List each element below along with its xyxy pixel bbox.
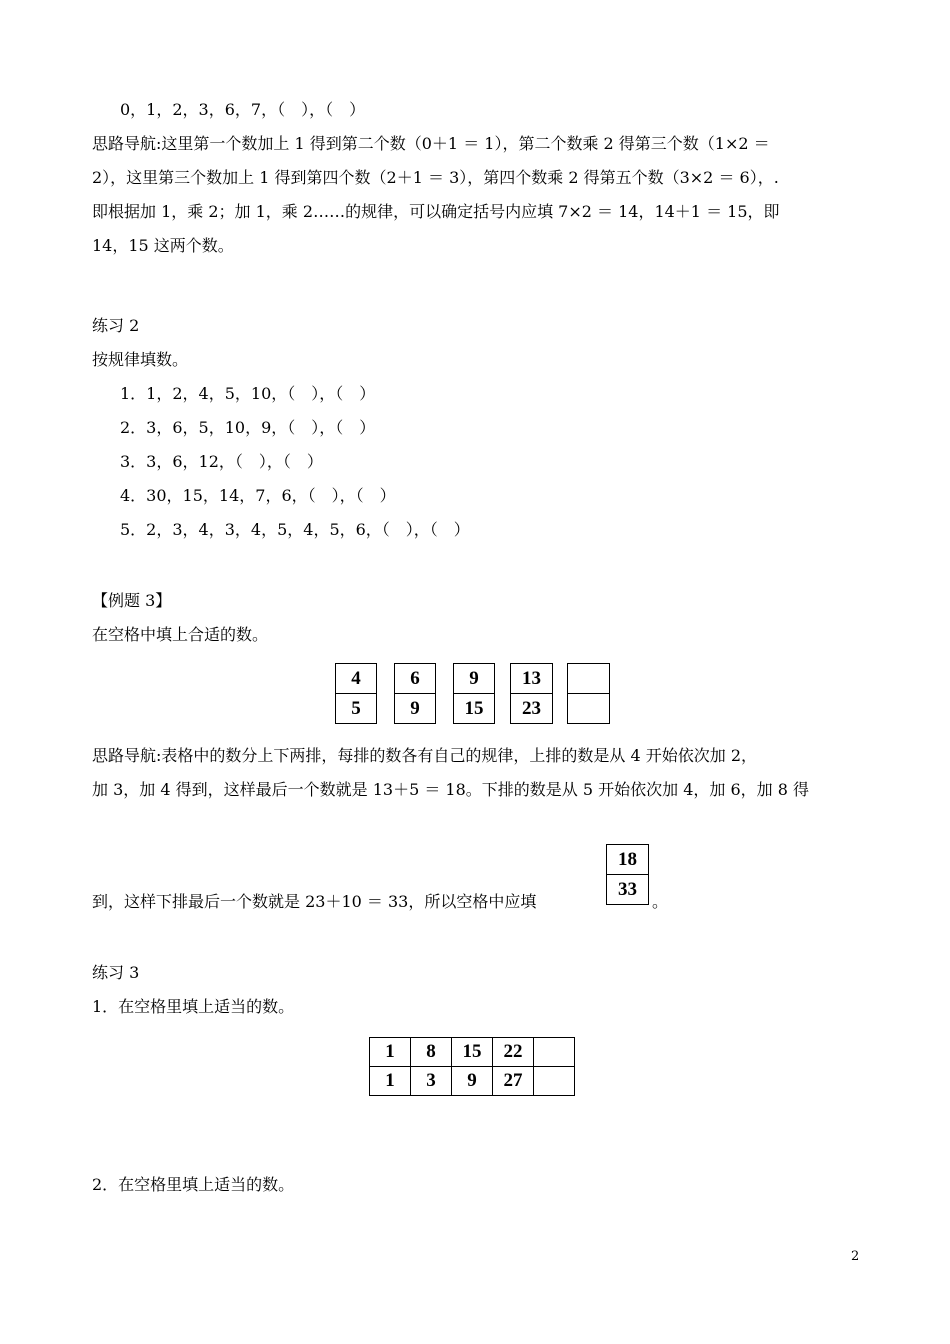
grid-cell: 1 [370, 1067, 411, 1096]
explanation-line: 思路导航:这里第一个数加上 1 得到第二个数（0＋1 ＝ 1），第二个数乘 2 得第三个数（1×2 ＝ [92, 134, 770, 153]
box-bottom: 5 [351, 697, 361, 719]
grid-cell: 15 [452, 1038, 493, 1067]
explanation-line: 加 3，加 4 得到，这样最后一个数就是 13＋5 ＝ 18。下排的数是从 5 开始依次加 4，加 6，加 8 得 [92, 780, 810, 799]
explanation-line: 即根据加 1，乘 2；加 1，乘 2……的规律，可以确定括号内应填 7×2 ＝ 14，14＋1 ＝ 15，即 [92, 202, 780, 221]
box-bottom: 15 [464, 697, 484, 719]
box-top: 9 [454, 664, 494, 694]
box-bottom: 9 [410, 697, 420, 719]
practice2-item: 3．3，6，12，（ ），（ ） [120, 452, 323, 471]
grid-cell: 1 [370, 1038, 411, 1067]
explanation-line: 思路导航:表格中的数分上下两排，每排的数各有自己的规律，上排的数是从 4 开始依次加 2， [92, 746, 758, 765]
box-bottom [568, 694, 609, 723]
box-top: 6 [395, 664, 435, 694]
practice2-item: 4．30，15，14，7，6，（ ），（ ） [120, 486, 396, 505]
grid-cell: 27 [493, 1067, 534, 1096]
practice2-title: 练习 2 [92, 316, 140, 335]
box-top: 18 [607, 845, 648, 875]
example3-instruction: 在空格中填上合适的数。 [92, 625, 269, 644]
grid-cell: 8 [411, 1038, 452, 1067]
explanation-line: 2），这里第三个数加上 1 得到第四个数（2＋1 ＝ 3），第四个数乘 2 得第五个数（3×2 ＝ 6），. [92, 168, 779, 187]
box-bottom: 23 [522, 697, 541, 719]
grid-row-bottom [370, 1067, 575, 1096]
practice2-instruction: 按规律填数。 [92, 350, 189, 369]
practice2-item: 5．2，3，4，3，4，5，4，5，6，（ ），（ ） [120, 520, 470, 539]
number-box [394, 663, 436, 724]
number-box [510, 663, 553, 724]
example3-conclusion: 到，这样下排最后一个数就是 23＋10 ＝ 33，所以空格中应填 [92, 892, 537, 911]
grid-cell-empty[interactable] [534, 1067, 575, 1096]
page-number: 2 [851, 1249, 860, 1264]
practice3-question-2: 2．在空格里填上适当的数。 [92, 1175, 295, 1194]
grid-cell: 22 [493, 1038, 534, 1067]
explanation-line: 14，15 这两个数。 [92, 236, 234, 255]
grid-cell-empty[interactable] [534, 1038, 575, 1067]
grid-cell: 3 [411, 1067, 452, 1096]
practice3-question-1: 1．在空格里填上适当的数。 [92, 997, 295, 1016]
grid-cell: 9 [452, 1067, 493, 1096]
number-box [335, 663, 377, 724]
conclusion-period: 。 [652, 892, 669, 911]
practice2-item: 1．1，2，4，5，10，（ ），（ ） [120, 384, 376, 403]
box-top: 4 [336, 664, 376, 694]
grid-row-top [370, 1038, 575, 1067]
number-grid [369, 1037, 575, 1096]
practice2-item: 2．3，6，5，10，9，（ ），（ ） [120, 418, 376, 437]
box-top: 13 [511, 664, 552, 694]
box-top [568, 664, 609, 694]
example3-title: 【例题 3】 [92, 591, 172, 610]
empty-box[interactable] [567, 663, 610, 724]
number-box [453, 663, 495, 724]
example2-sequence: 0，1，2，3，6，7，（ ），（ ） [120, 100, 366, 119]
practice3-title: 练习 3 [92, 963, 140, 982]
answer-box [606, 844, 649, 905]
box-bottom: 33 [618, 878, 637, 900]
